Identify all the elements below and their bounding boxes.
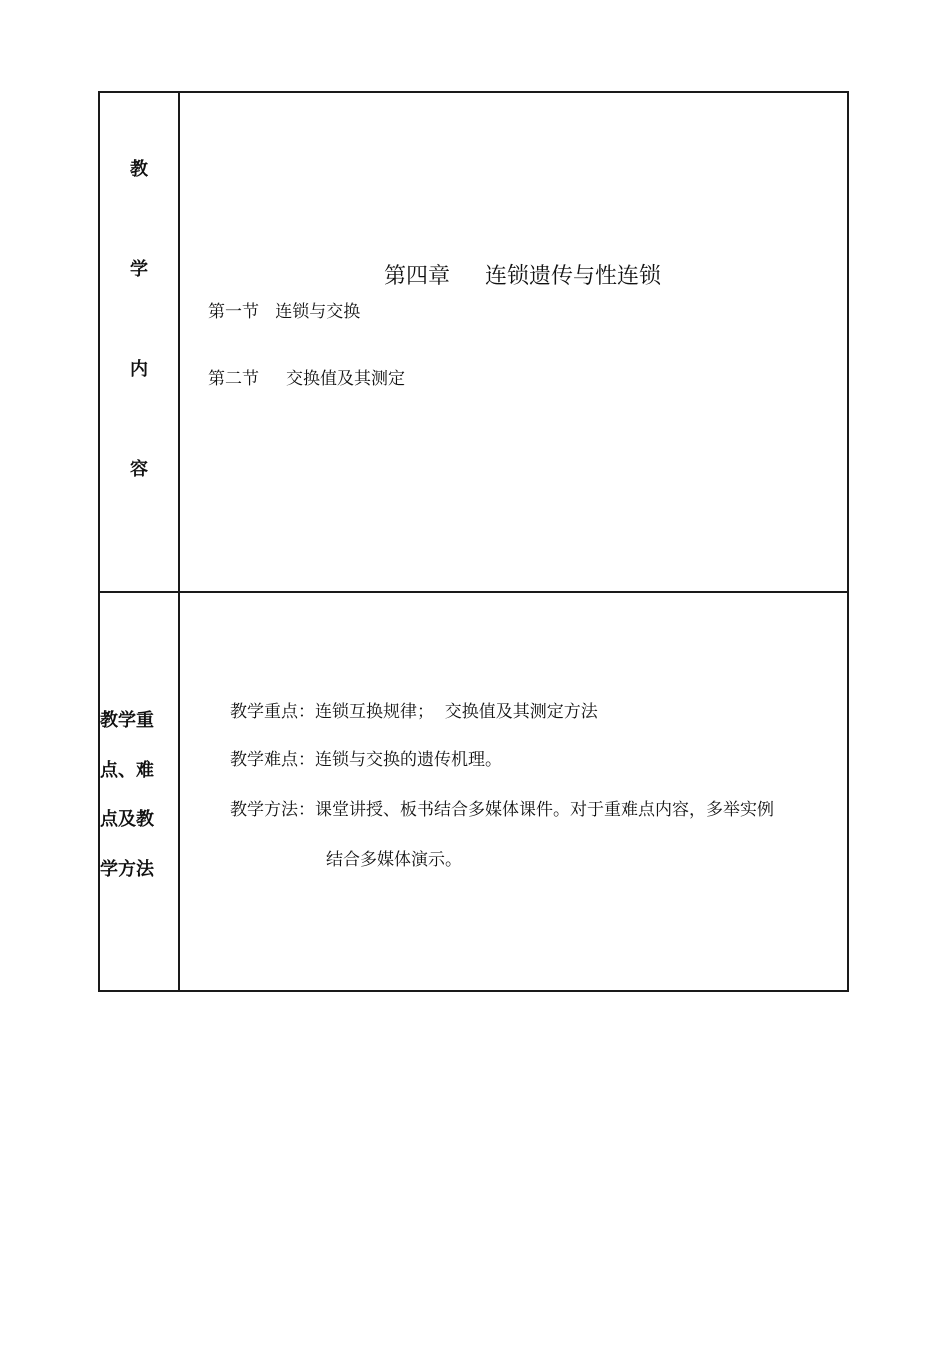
row2-label-line-1: 教学重 [100,710,154,731]
row-divider [100,591,847,593]
row2-label-line-2: 点、难 [100,760,154,781]
row1-label-char-1: 教 [130,159,148,180]
row1-label-char-3: 内 [130,359,148,380]
row2-label-line-4: 学方法 [100,859,154,880]
section-1: 第一节 连锁与交换 [208,302,361,322]
difficulties: 教学难点：连锁与交换的遗传机理。 [230,750,502,770]
row1-label-char-4: 容 [130,459,148,480]
teaching-methods-continued: 结合多媒体演示。 [326,850,462,870]
row2-label-line-3: 点及教 [100,809,154,830]
chapter-title: 第四章 连锁遗传与性连锁 [384,264,661,289]
teaching-methods: 教学方法：课堂讲授、板书结合多媒体课件。对于重难点内容，多举实例 [230,800,774,820]
section-2: 第二节 交换值及其测定 [208,369,406,389]
lesson-plan-table [98,91,849,992]
key-points: 教学重点：连锁互换规律； 交换值及其测定方法 [230,702,598,722]
row1-label-char-2: 学 [130,259,148,280]
column-divider [178,93,180,990]
